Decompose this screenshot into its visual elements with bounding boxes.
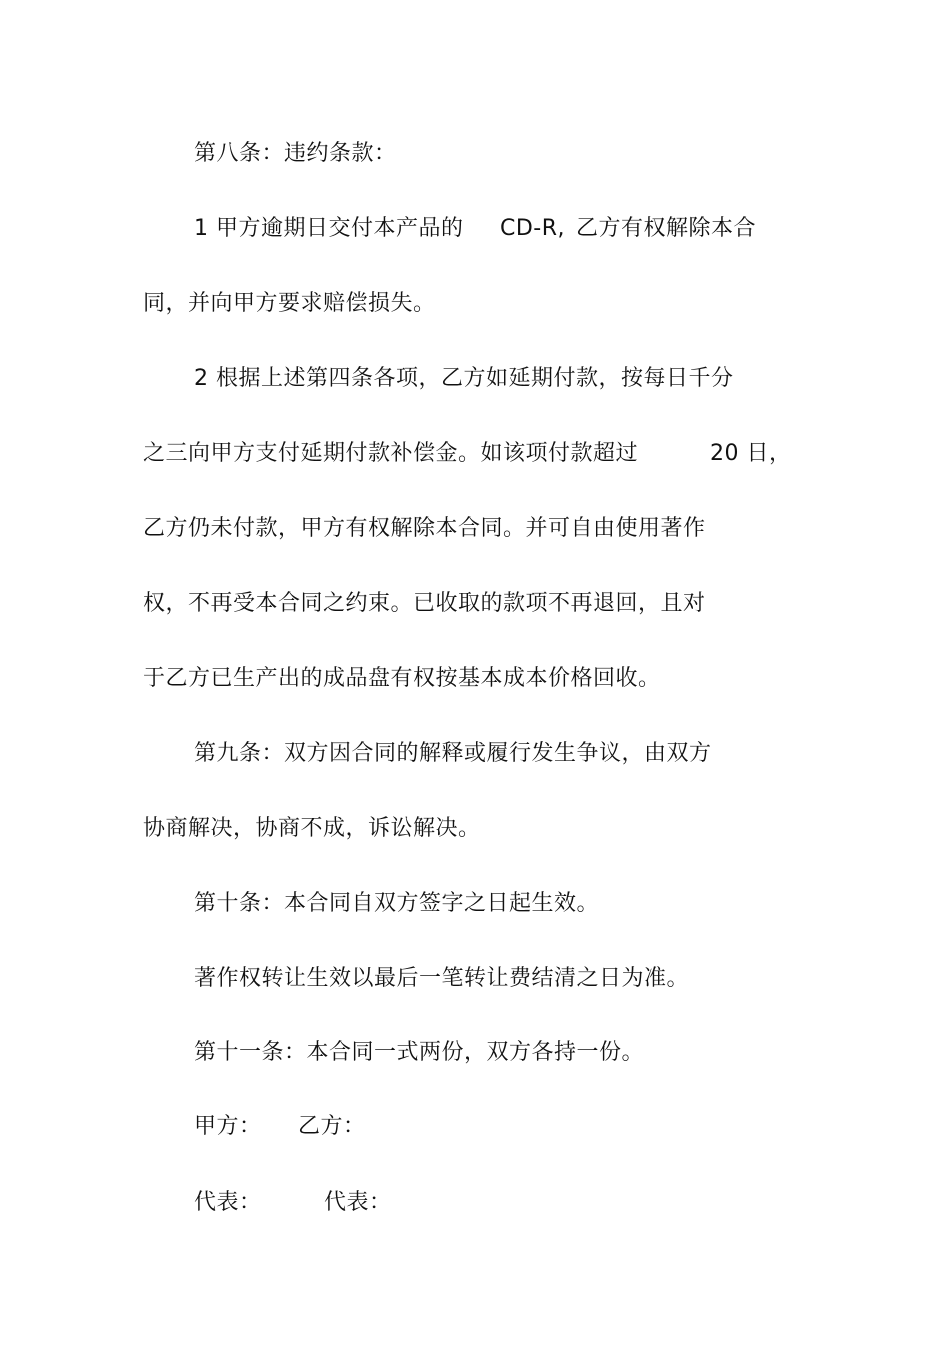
- article9-line2: 协商解决，协商不成，诉讼解决。: [143, 816, 481, 841]
- article9-line1: 第九条：双方因合同的解释或履行发生争议，由双方: [194, 741, 712, 766]
- article10-line1: 第十条：本合同自双方签字之日起生效。: [194, 891, 600, 916]
- clause2-text-days: 20 日，: [710, 441, 792, 466]
- signature-parties: [194, 1112, 494, 1142]
- party-a-label: 甲方：: [194, 1114, 262, 1139]
- article8-clause1-line2: 同，并向甲方要求赔偿损失。: [143, 291, 436, 316]
- clause1-text-c: 乙方有权解除本合: [576, 216, 757, 241]
- article8-clause2-line4: 权，不再受本合同之约束。已收取的款项不再退回，且对: [143, 591, 706, 616]
- article8-clause2-line1: 2 根据上述第四条各项，乙方如延期付款，按每日千分: [194, 366, 734, 391]
- signature-representatives: [194, 1188, 494, 1218]
- clause1-text-cdr: CD-R,: [500, 216, 566, 241]
- article8-title: 第八条：违约条款：: [194, 141, 397, 166]
- clause1-text-a: 1 甲方逾期日交付本产品的: [194, 216, 464, 241]
- party-b-label: 乙方：: [298, 1114, 366, 1139]
- article8-clause2-line2: [143, 439, 803, 469]
- article8-clause2-line5: 于乙方已生产出的成品盘有权按基本成本价格回收。: [143, 666, 661, 691]
- clause2-text-a: 之三向甲方支付延期付款补偿金。如该项付款超过: [143, 441, 639, 466]
- article8-clause2-line3: 乙方仍未付款，甲方有权解除本合同。并可自由使用著作: [143, 516, 706, 541]
- article8-clause1-line1: [194, 214, 794, 244]
- rep-a-label: 代表：: [194, 1190, 262, 1215]
- article10-line2: 著作权转让生效以最后一笔转让费结清之日为准。: [194, 966, 690, 991]
- article11-line1: 第十一条：本合同一式两份，双方各持一份。: [194, 1040, 645, 1065]
- rep-b-label: 代表：: [324, 1190, 392, 1215]
